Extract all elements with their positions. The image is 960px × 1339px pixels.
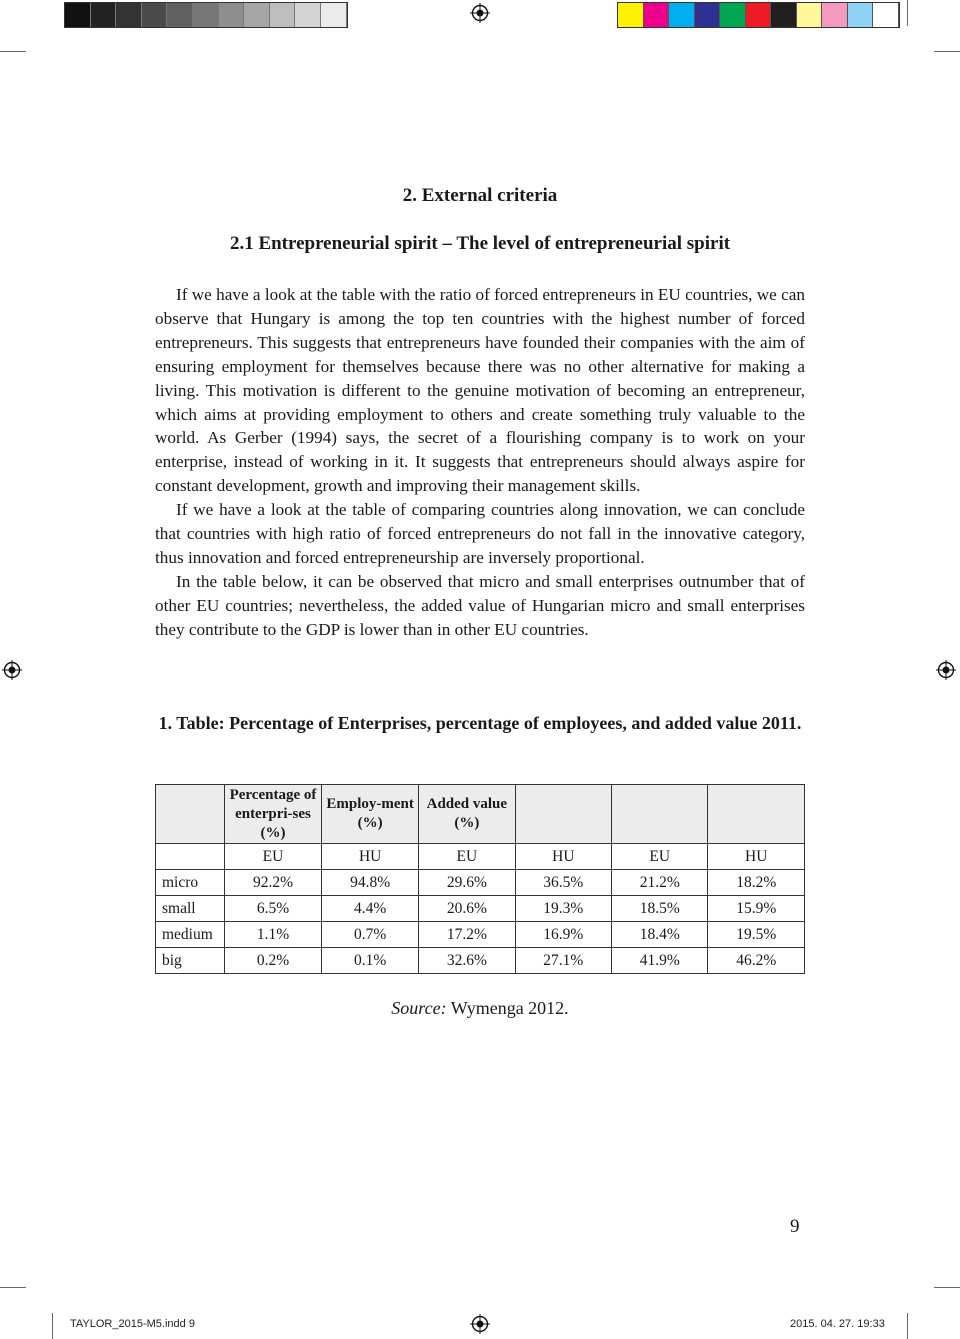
color-swatch <box>746 3 772 27</box>
color-swatch <box>797 3 823 27</box>
paragraph: In the table below, it can be observed that micro and small enterprises outnumber that of other EU countries; nevertheless, the added value of Hungarian micro and small enterprises they contribute to the GDP is lower than in other EU countries. <box>155 571 805 639</box>
table-cell: 20.6% <box>419 896 516 922</box>
table-row <box>156 948 805 974</box>
table-cell: 0.7% <box>322 922 419 948</box>
table-cell: 16.9% <box>515 922 611 948</box>
table-header-cell: Added value (%) <box>419 785 516 844</box>
source-label: Source: <box>391 998 447 1018</box>
color-swatch <box>91 3 117 27</box>
table-header-cell: Percentage of enterpri-ses (%) <box>224 785 321 844</box>
table-cell: medium <box>156 922 225 948</box>
subsection-heading: 2.1 Entrepreneurial spirit – The level of entrepreneurial spirit <box>229 233 731 254</box>
color-swatch <box>321 3 347 27</box>
table-caption: 1. Table: Percentage of Enterprises, percentage of employees, and added value 2011. <box>158 713 802 733</box>
color-swatch <box>193 3 219 27</box>
table-cell: 21.2% <box>612 870 708 896</box>
section-heading: 2. External criteria <box>402 185 558 206</box>
table-cell: 46.2% <box>708 948 805 974</box>
paragraph: If we have a look at the table of comparing countries along innovation, we can conclude that countries with high ratio of forced entrepreneurs do not fall in the innovative category, thus innovation and forced entrepreneurship are inversely proportional. <box>155 500 805 567</box>
table-cell: 29.6% <box>419 870 516 896</box>
grayscale-color-bar <box>64 2 348 28</box>
slug-date: 2015. 04. 27. 19:33 <box>790 1318 885 1330</box>
color-swatch <box>669 3 695 27</box>
table-cell: 19.5% <box>708 922 805 948</box>
table-cell: EU <box>612 844 708 870</box>
table-cell: 92.2% <box>224 870 321 896</box>
color-swatch <box>167 3 193 27</box>
color-swatch <box>618 3 644 27</box>
table-cell: 15.9% <box>708 896 805 922</box>
table-header-cell: Employ-ment (%) <box>322 785 419 844</box>
crop-mark <box>907 0 908 26</box>
color-swatch <box>848 3 874 27</box>
crop-mark <box>52 1313 53 1339</box>
table-row <box>156 870 805 896</box>
table-cell: EU <box>419 844 516 870</box>
source-text: Wymenga 2012. <box>450 998 569 1018</box>
table-header-cell <box>708 785 805 844</box>
table-cell: EU <box>224 844 321 870</box>
crop-mark <box>934 1287 960 1288</box>
table-header-cell <box>156 785 225 844</box>
table-cell: 1.1% <box>224 922 321 948</box>
color-swatch <box>644 3 670 27</box>
table-cell: big <box>156 948 225 974</box>
color-swatch <box>822 3 848 27</box>
color-swatch <box>116 3 142 27</box>
table-cell: 41.9% <box>612 948 708 974</box>
slug-filename: TAYLOR_2015-M5.indd 9 <box>70 1318 195 1330</box>
crop-mark <box>0 51 26 52</box>
table-cell: 17.2% <box>419 922 516 948</box>
crop-mark <box>934 51 960 52</box>
registration-mark-icon <box>470 1314 490 1334</box>
color-swatch <box>720 3 746 27</box>
table-row <box>156 922 805 948</box>
table-cell: 27.1% <box>515 948 611 974</box>
table-cell: 18.2% <box>708 870 805 896</box>
body-text <box>155 283 805 642</box>
registration-mark-icon <box>470 3 490 23</box>
color-swatch <box>771 3 797 27</box>
table-cell: HU <box>322 844 419 870</box>
color-swatch <box>295 3 321 27</box>
table-row <box>156 896 805 922</box>
table-cell: 0.1% <box>322 948 419 974</box>
table-cell: 94.8% <box>322 870 419 896</box>
table-source <box>0 998 960 1019</box>
color-swatch <box>244 3 270 27</box>
table-cell: 32.6% <box>419 948 516 974</box>
table-cell: 0.2% <box>224 948 321 974</box>
registration-mark-icon <box>2 660 22 680</box>
crop-mark <box>0 1287 26 1288</box>
table-cell: 18.5% <box>612 896 708 922</box>
enterprise-table <box>155 784 805 974</box>
color-swatch <box>270 3 296 27</box>
table-cell: small <box>156 896 225 922</box>
table-cell <box>156 844 225 870</box>
table-cell: micro <box>156 870 225 896</box>
color-swatch <box>695 3 721 27</box>
page-number: 9 <box>790 1216 800 1237</box>
table-cell: 18.4% <box>612 922 708 948</box>
color-swatch <box>219 3 245 27</box>
table-cell: 36.5% <box>515 870 611 896</box>
table-cell: 4.4% <box>322 896 419 922</box>
paragraph: If we have a look at the table with the ratio of forced entrepreneurs in EU countries, we can observe that Hungary is among the top ten countries with the highest number of forced entrepreneurs. This suggests that entrepreneurs have founded their companies with the aim of ensuring employment for themselves because there was no other alternative for making a living. This motivation is different to the genuine motivation of becoming an entrepreneur, which aims at providing employment to others and create something truly valuable to the world. As Gerber (1994) says, the secret of a flourishing company is to work on your enterprise, instead of working in it. It suggests that entrepreneurs should always aspire for constant development, growth and improving their management skills. <box>155 285 805 496</box>
table-cell: HU <box>708 844 805 870</box>
cmyk-color-bar <box>617 2 900 28</box>
color-swatch <box>142 3 168 27</box>
color-swatch <box>873 3 899 27</box>
table-cell: HU <box>515 844 611 870</box>
table-cell: 6.5% <box>224 896 321 922</box>
table-header-cell <box>515 785 611 844</box>
color-swatch <box>65 3 91 27</box>
table-cell: 19.3% <box>515 896 611 922</box>
table-header-row <box>156 785 805 844</box>
table-subheader-row <box>156 844 805 870</box>
crop-mark <box>907 1313 908 1339</box>
registration-mark-icon <box>936 660 956 680</box>
table-header-cell <box>612 785 708 844</box>
